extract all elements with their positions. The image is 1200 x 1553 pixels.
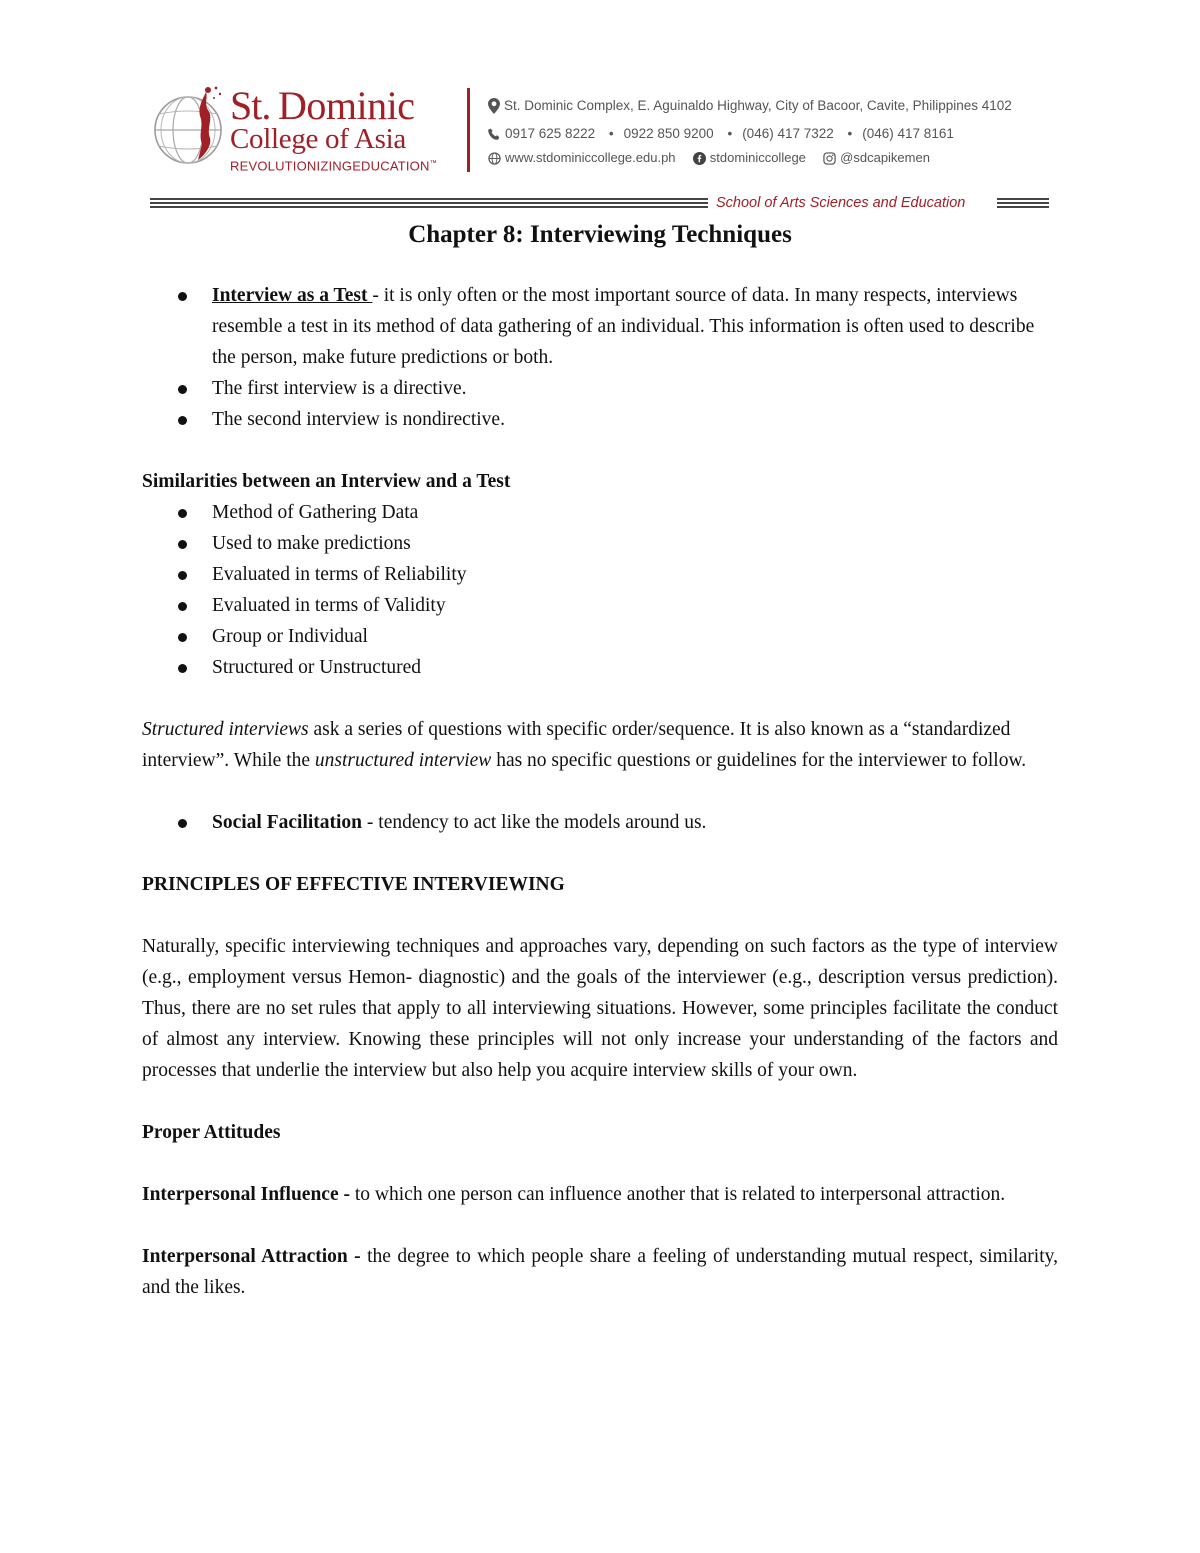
list-item [212,807,1058,838]
list-item-text: The second interview is nondirective. [212,409,505,430]
interpersonal-influence-text: to which one person can influence another that is related to interpersonal attraction. [350,1184,1006,1205]
header-rule-right [997,198,1049,210]
phone-line: 0917 625 8222 • 0922 850 9200 • (046) 417 7322 • (046) 417 8161 [488,126,954,142]
list-item-text: Evaluated in terms of Reliability [212,564,467,585]
letterhead-divider [467,88,470,172]
unstructured-term: unstructured interview [314,750,492,771]
list-item [212,373,1058,404]
structured-paragraph [142,714,1058,776]
structured-term: Structured interviews [142,719,309,740]
list-item [212,280,1058,373]
structured-text-2: has no specific questions or guidelines for the interviewer to follow. [491,750,1027,771]
principles-paragraph: Naturally, specific interviewing techniques and approaches vary, depending on such factors as the type of interview (e.g., employment versus Hemon- diagnostic) and the goals of the interviewer (e.g., description versus prediction). Thus, there are no set rules that apply to all interviewing situations. However, some principles facilitate the conduct of almost any interview. Knowing these principles will not only increase your understanding of the factors and processes that underlie the interview but also help you acquire interview skills of your own. [142,936,1058,1081]
attitudes-heading: Proper Attitudes [142,1122,281,1143]
location-pin-icon [488,98,500,114]
web-social-line [488,150,930,166]
structured-text-1: ask a series of questions with specific order/sequence. It is also known as a “standardized interview”. While the [142,719,1011,771]
chapter-title: Chapter 8: Interviewing Techniques [408,221,792,248]
list-item [212,559,1058,590]
header-rule-left [150,198,708,210]
phone-4: (046) 417 8161 [862,126,954,141]
instagram-handle[interactable]: @sdcapikemen [840,150,930,165]
list-item-text: Evaluated in terms of Validity [212,595,446,616]
phone-2: 0922 850 9200 [623,126,714,141]
similarities-heading: Similarities between an Interview and a Test [142,471,511,492]
school-name: School of Arts Sciences and Education [716,195,966,211]
tagline-part-b: EDUCATION [352,158,430,174]
list-item [212,404,1058,435]
logo-dominic: Dominic [278,83,415,128]
list-item [212,652,1058,683]
list-item-text: Structured or Unstructured [212,657,422,678]
social-facilitation-term: Social Facilitation [212,812,363,833]
phone-icon [488,128,501,141]
trademark-mark: ™ [429,160,437,167]
list-item [212,590,1058,621]
principles-heading: PRINCIPLES OF EFFECTIVE INTERVIEWING [142,874,565,895]
instagram-icon [823,152,836,165]
logo-college-of-asia: College of Asia [230,123,406,155]
globe-icon [488,152,501,165]
social-list [142,807,1058,838]
intro-list [142,280,1058,435]
list-item [212,528,1058,559]
interpersonal-influence-term: Interpersonal Influence - [142,1184,350,1205]
website-link[interactable]: www.stdominiccollege.edu.ph [505,150,676,165]
list-item-text: Method of Gathering Data [212,502,419,523]
list-item-text: Used to make predictions [212,533,411,554]
address-line [488,98,1012,114]
facebook-handle[interactable]: stdominiccollege [709,150,806,165]
list-item-text: The first interview is a directive. [212,378,467,399]
interpersonal-attraction-paragraph [142,1241,1058,1303]
letterhead [0,0,1200,215]
phone-1: 0917 625 8222 [505,126,596,141]
document-body [142,280,1058,1303]
facebook-icon [693,152,706,165]
similarities-list [142,497,1058,683]
social-facilitation-text: - tendency to act like the models around us. [362,812,707,833]
interpersonal-attraction-text: the degree to which people share a feeling of understanding mutual respect, similarity, and the likes. [142,1246,1058,1298]
tagline-part-a: REVOLUTIONIZING [230,158,353,174]
logo-st: St. [230,83,271,128]
list-item-text: Group or Individual [212,626,368,647]
phone-3: (046) 417 7322 [742,126,834,141]
logo-tagline [230,157,437,173]
address-text: St. Dominic Complex, E. Aguinaldo Highway, City of Bacoor, Cavite, Philippines 4102 [504,98,1012,113]
interview-as-test-text: - it is only often or the most important source of data. In many respects, interviews resemble a test in its method of data gathering of an individual. This information is often used to describe the person, make future predictions or both. [212,285,1035,368]
college-wordmark [228,83,468,176]
list-item [212,621,1058,652]
interpersonal-influence-paragraph [142,1179,1058,1210]
interpersonal-attraction-term: Interpersonal Attraction - [142,1246,361,1267]
globe-logo-icon [148,84,232,168]
list-item [212,497,1058,528]
interview-as-test-term: Interview as a Test [212,285,373,306]
